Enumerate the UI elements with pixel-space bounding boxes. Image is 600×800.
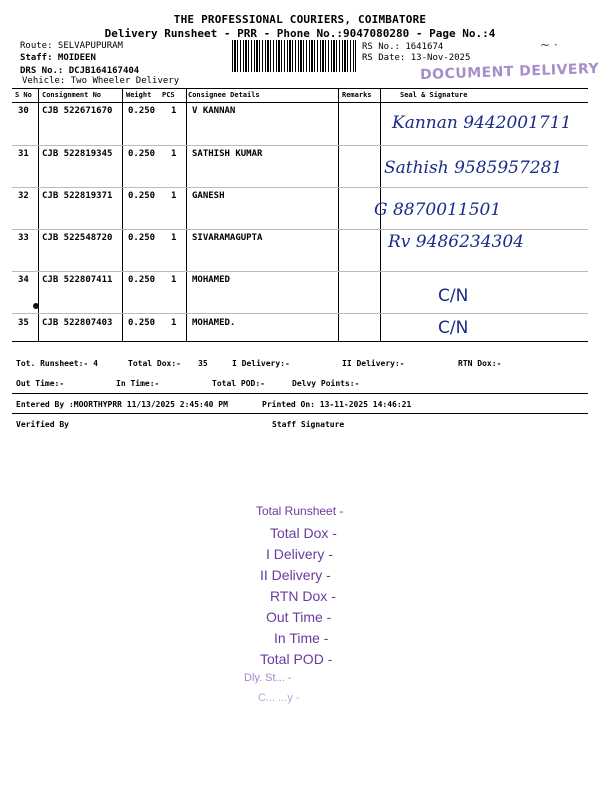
col-weight: Weight (126, 91, 152, 99)
row-signature: C/N (438, 286, 469, 306)
row-signature: Kannan 9442001711 (392, 113, 572, 133)
row-signature: Rv 9486234304 (388, 232, 524, 252)
row-weight: 0.250 (128, 233, 156, 243)
row-signature: C/N (438, 318, 469, 338)
stamp-last-line: C... ...y - (258, 692, 300, 704)
row-pcs: 1 (171, 318, 177, 328)
rtn-dox: RTN Dox:- (458, 359, 502, 368)
row-signature: G 8870011501 (374, 200, 502, 220)
row-consignment: CJB 522807403 (42, 318, 113, 328)
row-weight: 0.250 (128, 106, 156, 116)
table-row (12, 229, 588, 272)
company-title: THE PROFESSIONAL COURIERS, COIMBATORE (173, 13, 427, 26)
row-pcs: 1 (171, 275, 177, 285)
divider (12, 413, 588, 414)
row-sno: 35 (18, 318, 29, 328)
row-sno: 31 (18, 149, 29, 159)
row-pcs: 1 (171, 233, 177, 243)
row-consignment: CJB 522807411 (42, 275, 113, 285)
row-weight: 0.250 (128, 275, 156, 285)
verified-by: Verified By (16, 420, 69, 429)
divider (12, 393, 588, 394)
stamp-rtn-dox: RTN Dox - (270, 588, 336, 604)
document-delivery-stamp: DOCUMENT DELIVERY (419, 60, 600, 84)
delvy-points: Delvy Points:- (292, 379, 360, 388)
table-header (12, 89, 588, 103)
total-pod: Total POD:- (212, 379, 265, 388)
table-row (12, 313, 588, 342)
stamp-in-time: In Time - (274, 630, 329, 646)
row-consignee: SIVARAMAGUPTA (192, 233, 263, 243)
staff-label: Staff: MOIDEEN (20, 53, 96, 63)
col-seal-signature: Seal & Signature (400, 91, 468, 99)
row-sno: 32 (18, 191, 29, 201)
row-sno: 34 (18, 275, 29, 285)
row-consignee: V KANNAN (192, 106, 236, 116)
entered-by: Entered By :MOORTHYPRR 11/13/2025 2:45:40 PM (16, 400, 228, 409)
stamp-total-dox: Total Dox - (270, 525, 337, 541)
tot-runsheet: Tot. Runsheet:- 4 (16, 359, 98, 368)
col-sno: S No (15, 91, 32, 99)
i-delivery: I Delivery:- (232, 359, 290, 368)
row-weight: 0.250 (128, 191, 156, 201)
runsheet-subtitle: Delivery Runsheet - PRR - Phone No.:9047080280 - Page No.:4 (104, 27, 496, 40)
row-consignee: SATHISH KUMAR (192, 149, 263, 159)
col-pcs: PCS (162, 91, 175, 99)
row-weight: 0.250 (128, 149, 156, 159)
rs-number: RS No.: 1641674 (362, 42, 444, 52)
row-sno: 30 (18, 106, 29, 116)
barcode (232, 40, 356, 72)
row-sno: 33 (18, 233, 29, 243)
in-time: In Time:- (116, 379, 160, 388)
stamp-i-delivery: I Delivery - (266, 546, 333, 562)
printed-on: Printed On: 13-11-2025 14:46:21 (262, 400, 412, 409)
row-consignment: CJB 522548720 (42, 233, 113, 243)
col-consignment: Consignment No (42, 91, 102, 99)
total-dox-label: Total Dox:- (128, 359, 181, 368)
row-pcs: 1 (171, 191, 177, 201)
col-remarks: Remarks (342, 91, 372, 99)
stamp-ii-delivery: II Delivery - (260, 567, 331, 583)
drs-number: DRS No.: DCJB164167404 (20, 66, 140, 76)
row-consignment: CJB 522819371 (42, 191, 113, 201)
ink-blot (33, 303, 39, 309)
stamp-out-time: Out Time - (266, 609, 332, 625)
consignment-table (12, 88, 588, 342)
row-consignee: GANESH (192, 191, 225, 201)
table-row (12, 271, 588, 314)
row-pcs: 1 (171, 149, 177, 159)
ii-delivery: II Delivery:- (342, 359, 405, 368)
table-row (12, 103, 588, 145)
row-consignee: MOHAMED (192, 275, 230, 285)
row-weight: 0.250 (128, 318, 156, 328)
corner-mark: ~ · (540, 38, 558, 52)
row-consignment: CJB 522819345 (42, 149, 113, 159)
stamp-dly-status: Dly. St... - (244, 672, 292, 684)
vehicle-label: Vehicle: Two Wheeler Delivery (22, 76, 180, 86)
stamp-total-pod: Total POD - (260, 651, 333, 667)
stamp-total-runsheet: Total Runsheet - (256, 504, 344, 518)
table-row (12, 145, 588, 188)
row-pcs: 1 (171, 106, 177, 116)
route-label: Route: SELVAPUPURAM (20, 41, 123, 51)
out-time: Out Time:- (16, 379, 65, 388)
row-consignee: MOHAMED. (192, 318, 236, 328)
staff-signature: Staff Signature (272, 420, 345, 429)
row-signature: Sathish 9585957281 (384, 158, 563, 178)
rs-date: RS Date: 13-Nov-2025 (362, 53, 471, 63)
table-row (12, 187, 588, 230)
row-consignment: CJB 522671670 (42, 106, 113, 116)
col-consignee: Consignee Details (188, 91, 260, 99)
total-dox-value: 35 (198, 359, 208, 368)
